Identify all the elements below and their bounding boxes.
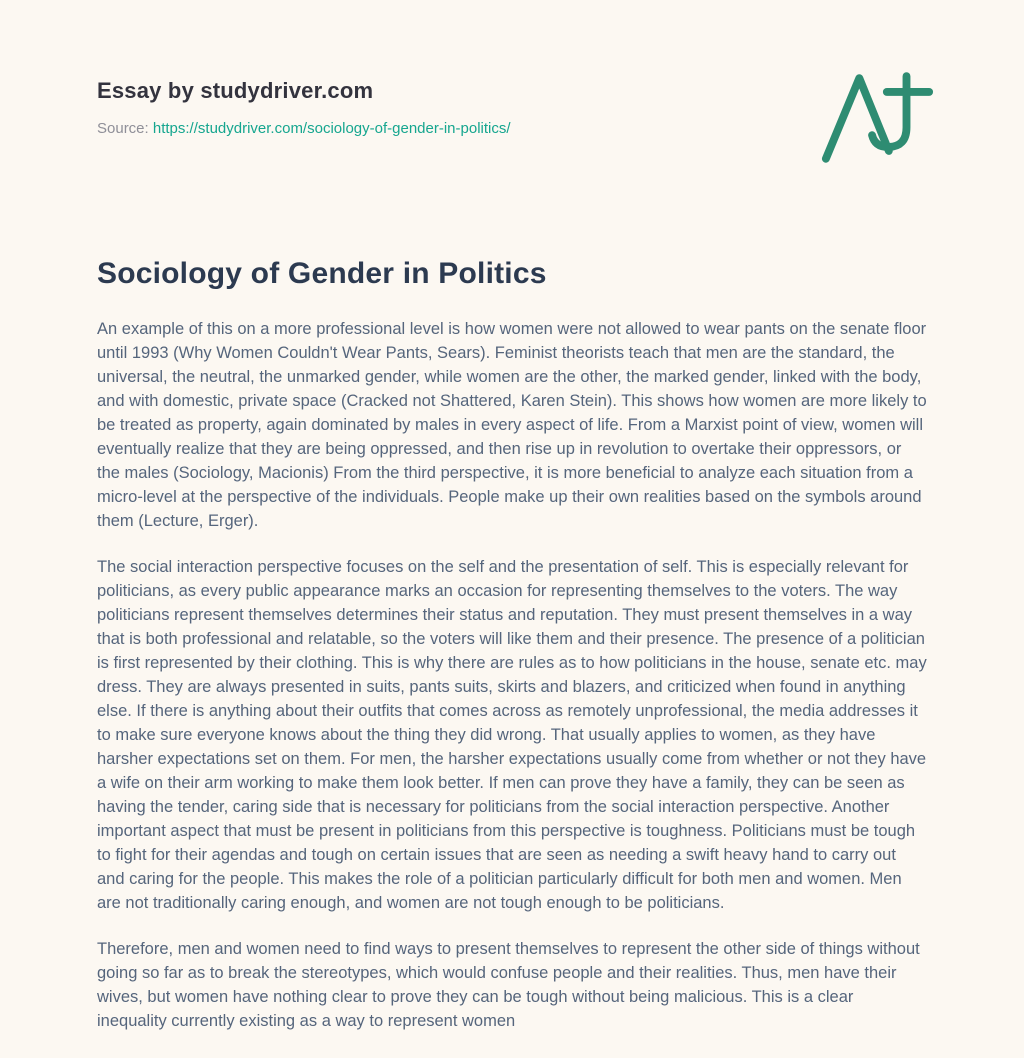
essay-body [97, 317, 927, 1033]
source-url-link[interactable]: https://studydriver.com/sociology-of-gender-in-politics/ [152, 120, 511, 137]
source-label: Source: [97, 120, 149, 137]
essay-byline: Essay by studydriver.com [97, 78, 374, 103]
studydriver-logo-icon [818, 70, 936, 164]
essay-paragraph-2: The social interaction perspective focuses on the self and the presentation of self. This is especially relevant for politicians, as every public appearance marks an occasion for representing themselves to the voters. The way politicians represent themselves determines their status and reputation. They must present themselves in a way that is both professional and relatable, so the voters will like them and their presence. The presence of a politician is first represented by their clothing. This is why there are rules as to how politicians in the house, senate etc. may dress. They are always presented in suits, pants suits, skirts and blazers, and criticized when found in anything else. If there is anything about their outfits that comes across as remotely unprofessional, the media addresses it to make sure everyone knows about the thing they did wrong. That usually applies to women, as they have harsher expectations set on them. For men, the harsher expectations usually come from whether or not they have a wife on their arm working to make them look better. If men can prove they have a family, they can be seen as having the tender, caring side that is necessary for politicians from the social interaction perspective. Another important aspect that must be present in politicians from this perspective is toughness. Politicians must be tough to fight for their agendas and tough on certain issues that are seen as needing a swift heavy hand to carry out and caring for the people. This makes the role of a politician particularly difficult for both men and women. Men are not traditionally caring enough, and women are not tough enough to be politicians. [97, 558, 927, 912]
essay-paragraph-3: Therefore, men and women need to find ways to present themselves to represent the other side of things without going so far as to break the stereotypes, which would confuse people and their realities. Thus, men have their wives, but women have nothing clear to prove they can be tough without being malicious. This is a clear inequality currently existing as a way to represent women [97, 940, 920, 1030]
source-line [97, 120, 927, 137]
page-title: Sociology of Gender in Politics [97, 257, 547, 290]
essay-paragraph-1: An example of this on a more professional level is how women were not allowed to wear pants on the senate floor until 1993 (Why Women Couldn't Wear Pants, Sears). Feminist theorists teach that men are the standard, the universal, the neutral, the unmarked gender, while women are the other, the marked gender, linked with the body, and with domestic, private space (Cracked not Shattered, Karen Stein). This shows how women are more likely to be treated as property, again dominated by males in every aspect of life. From a Marxist point of view, women will eventually realize that they are being oppressed, and then rise up in revolution to overtake their oppressors, or the males (Sociology, Macionis) From the third perspective, it is more beneficial to analyze each situation from a micro-level at the perspective of the individuals. People make up their own realities based on the symbols around them (Lecture, Erger). [97, 320, 927, 530]
